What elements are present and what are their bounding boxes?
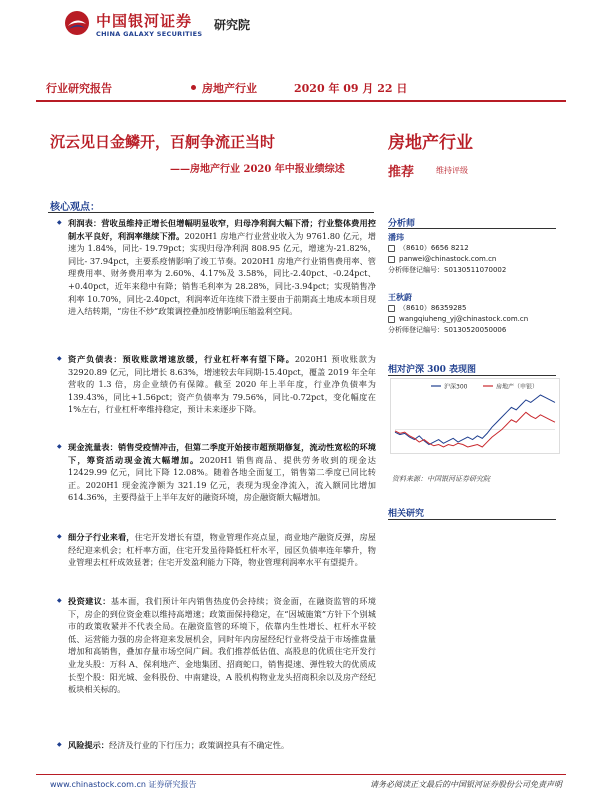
list-item bbox=[48, 441, 376, 531]
analyst-registration: 分析师登记编号：S0130511070002 bbox=[388, 266, 507, 274]
list-item bbox=[48, 217, 376, 353]
chart-source: 资料来源：中国银河证券研究院 bbox=[392, 475, 490, 483]
bullet-lead: 利润表：营收虽维持正增长但增幅明显收窄，归母净利润大幅下滑；行业整体费用控制水平良好，利润率继续下滑。 bbox=[68, 218, 376, 241]
report-subtitle: ——房地产行业 2020 年中报业绩综述 bbox=[170, 164, 345, 175]
email-icon bbox=[388, 316, 395, 323]
chart-canvas bbox=[391, 379, 559, 453]
rating-label: 维持评级 bbox=[436, 166, 468, 175]
company-name-cn: 中国银河证券 bbox=[96, 12, 193, 30]
key-points-list bbox=[48, 217, 376, 753]
bullet-lead: 风险提示： bbox=[68, 740, 109, 750]
report-type: 行业研究报告 bbox=[46, 82, 112, 95]
phone-icon bbox=[388, 305, 395, 312]
analyst-phone: （8610）6656 8212 bbox=[399, 244, 469, 252]
department-label: 研究院 bbox=[214, 18, 251, 32]
bullet-body: 经济及行业的下行压力；政策调控具有不确定性。 bbox=[108, 740, 290, 750]
analyst-name: 王秋蔚 bbox=[388, 292, 412, 302]
list-item bbox=[48, 739, 376, 753]
list-item bbox=[48, 353, 376, 441]
report-header bbox=[0, 0, 600, 66]
bullet-body: 基本面，我们预计年内销售热度仍会持续；资金面，在融资监管的环境下，房企的到位资金难以维持高增速；政策面保持稳定，在“因城施策”方针下个别城市的政策收紧并不代表全局。在融资监管的环境下，依靠内生性增长、杠杆水平较低、运营能力强的房企将迎来发展机会，同时年内房屋经纪行业将受益于市场推盘量增加和高销售，叠加存量市场空间广阔。我们推荐低估值、高股息的优质住宅开发行业龙头股：万科 A、保利地产、金地集团、招商蛇口，销售提速、弹性较大的优质成长型个股：阳光城、金科股份、中南建设，A 股机构物业龙头招商积余以及房产经纪板块相关标的。 bbox=[68, 596, 376, 695]
divider bbox=[388, 375, 556, 376]
related-research-title: 相关研究 bbox=[388, 509, 425, 519]
footer-disclaimer: 请务必阅读正文最后的中国银河证券股份公司免责声明 bbox=[370, 780, 562, 789]
analyst-phone: （8610）86359285 bbox=[399, 304, 467, 312]
divider bbox=[48, 212, 374, 213]
bullet-lead: 现金流量表：销售受疫情冲击，但第二季度开始接市超预期修复，流动性宽松的环境下，筹资活动现金流大幅增加。 bbox=[68, 442, 376, 465]
report-title: 沉云见日金鳞开，百舸争流正当时 bbox=[50, 133, 276, 151]
bullet-body: 2020H1 销售商品、提供劳务收到的现金达 12429.99 亿元，同比下降 12.08%。随着各地全面复工，销售第二季度已同比转正。2020H1 现金流净额为 321.19 亿元，表现为现金净流入，流入额同比增加 614.36%，主要得益于上半年友好的融资环境，房企融资额大幅增加。 bbox=[68, 454, 376, 503]
analyst-card bbox=[388, 292, 558, 336]
analyst-name: 潘玮 bbox=[388, 232, 404, 242]
rating-value: 推荐 bbox=[388, 165, 415, 180]
galaxy-logo-icon bbox=[64, 10, 90, 36]
analyst-section-title: 分析师 bbox=[388, 219, 416, 229]
report-date: 2020 年 09 月 22 日 bbox=[294, 82, 408, 95]
analyst-email: wangqiuheng_yj@chinastock.com.cn bbox=[399, 315, 529, 323]
analyst-registration: 分析师登记编号：S0130520050006 bbox=[388, 326, 507, 334]
company-name-en: CHINA GALAXY SECURITIES bbox=[96, 30, 203, 38]
sidebar-industry: 房地产行业 bbox=[388, 133, 473, 153]
bullet-lead: 资产负债表：预收账款增速放缓，行业杠杆率有望下降。 bbox=[68, 354, 295, 364]
analyst-card bbox=[388, 232, 558, 276]
bullet-dot-icon bbox=[191, 85, 196, 90]
list-item bbox=[48, 595, 376, 739]
bullet-body: 2020H1 预收账款为 32920.89 亿元，同比增长 8.63%，增速较去年同期-15.40pct，覆盖 2019 年全年营收的 1.3 倍，房企业绩仍有保障。截至 2020 年上半年度，行业净负债率为 139.43%，同比+1.56pct；资产负债率为 79.56%，同比-0.72pct，变化幅度在 1%左右，行业杠杆率维持稳定，预计未来逐步下降。 bbox=[68, 354, 376, 415]
list-item bbox=[48, 531, 376, 595]
legend-label-0: 沪深300 bbox=[444, 383, 468, 391]
chart-series-line-0 bbox=[395, 395, 555, 445]
phone-icon bbox=[388, 245, 395, 252]
bullet-body: 住宅开发增长有望，物业管理作亮点显，商业地产融资反弹，房屋经纪迎来机会；杠杆率方面，住宅开发虽待降低杠杆水平，园区负债率连年攀升，物业管理去杠杆成效显著；住宅开发盈利能力下降，物业管理利润率水平有望提升。 bbox=[68, 532, 376, 568]
email-icon bbox=[388, 256, 395, 263]
analyst-email: panwei@chinastock.com.cn bbox=[399, 255, 497, 263]
relative-performance-chart bbox=[390, 378, 560, 454]
bullet-lead: 细分子行业来看， bbox=[68, 532, 135, 542]
bullet-lead: 投资建议： bbox=[68, 596, 111, 606]
legend-label-1: 房地产（申银） bbox=[496, 383, 539, 391]
divider bbox=[388, 228, 556, 229]
banner-industry: 房地产行业 bbox=[202, 82, 257, 95]
key-points-title: 核心观点： bbox=[50, 202, 100, 213]
chart-title: 相对沪深 300 表现图 bbox=[388, 365, 477, 375]
report-banner bbox=[36, 72, 566, 102]
footer-url: www.chinastock.com.cn 证券研究报告 bbox=[50, 780, 197, 789]
bullet-body: 2020H1 房地产行业营业收入为 9761.80 亿元，增速为 1.84%，同比- 19.79pct；实现归母净利润 808.95 亿元，增速为-21.82%，同比- 37.94pct，主要系疫情影响了竣工节奏。2020H1 房地产行业销售费用率、管理费用率、财务费用率为 2.60%、4.17%及 3.58%，同比-2.40pct、-0.24pct、+0.40pct，近年来稳中有降；销售毛利率为 28.28%，同比-3.94pct；实现销售净利率 10.70%，同比-2.40pct，利润率近年连续下滑主要由于前期高土地成本项目现进入结转期，“房住不炒”政策调控叠加疫情影响压缩盈利空间。 bbox=[68, 230, 376, 317]
divider bbox=[388, 519, 556, 520]
footer-divider bbox=[36, 774, 566, 775]
